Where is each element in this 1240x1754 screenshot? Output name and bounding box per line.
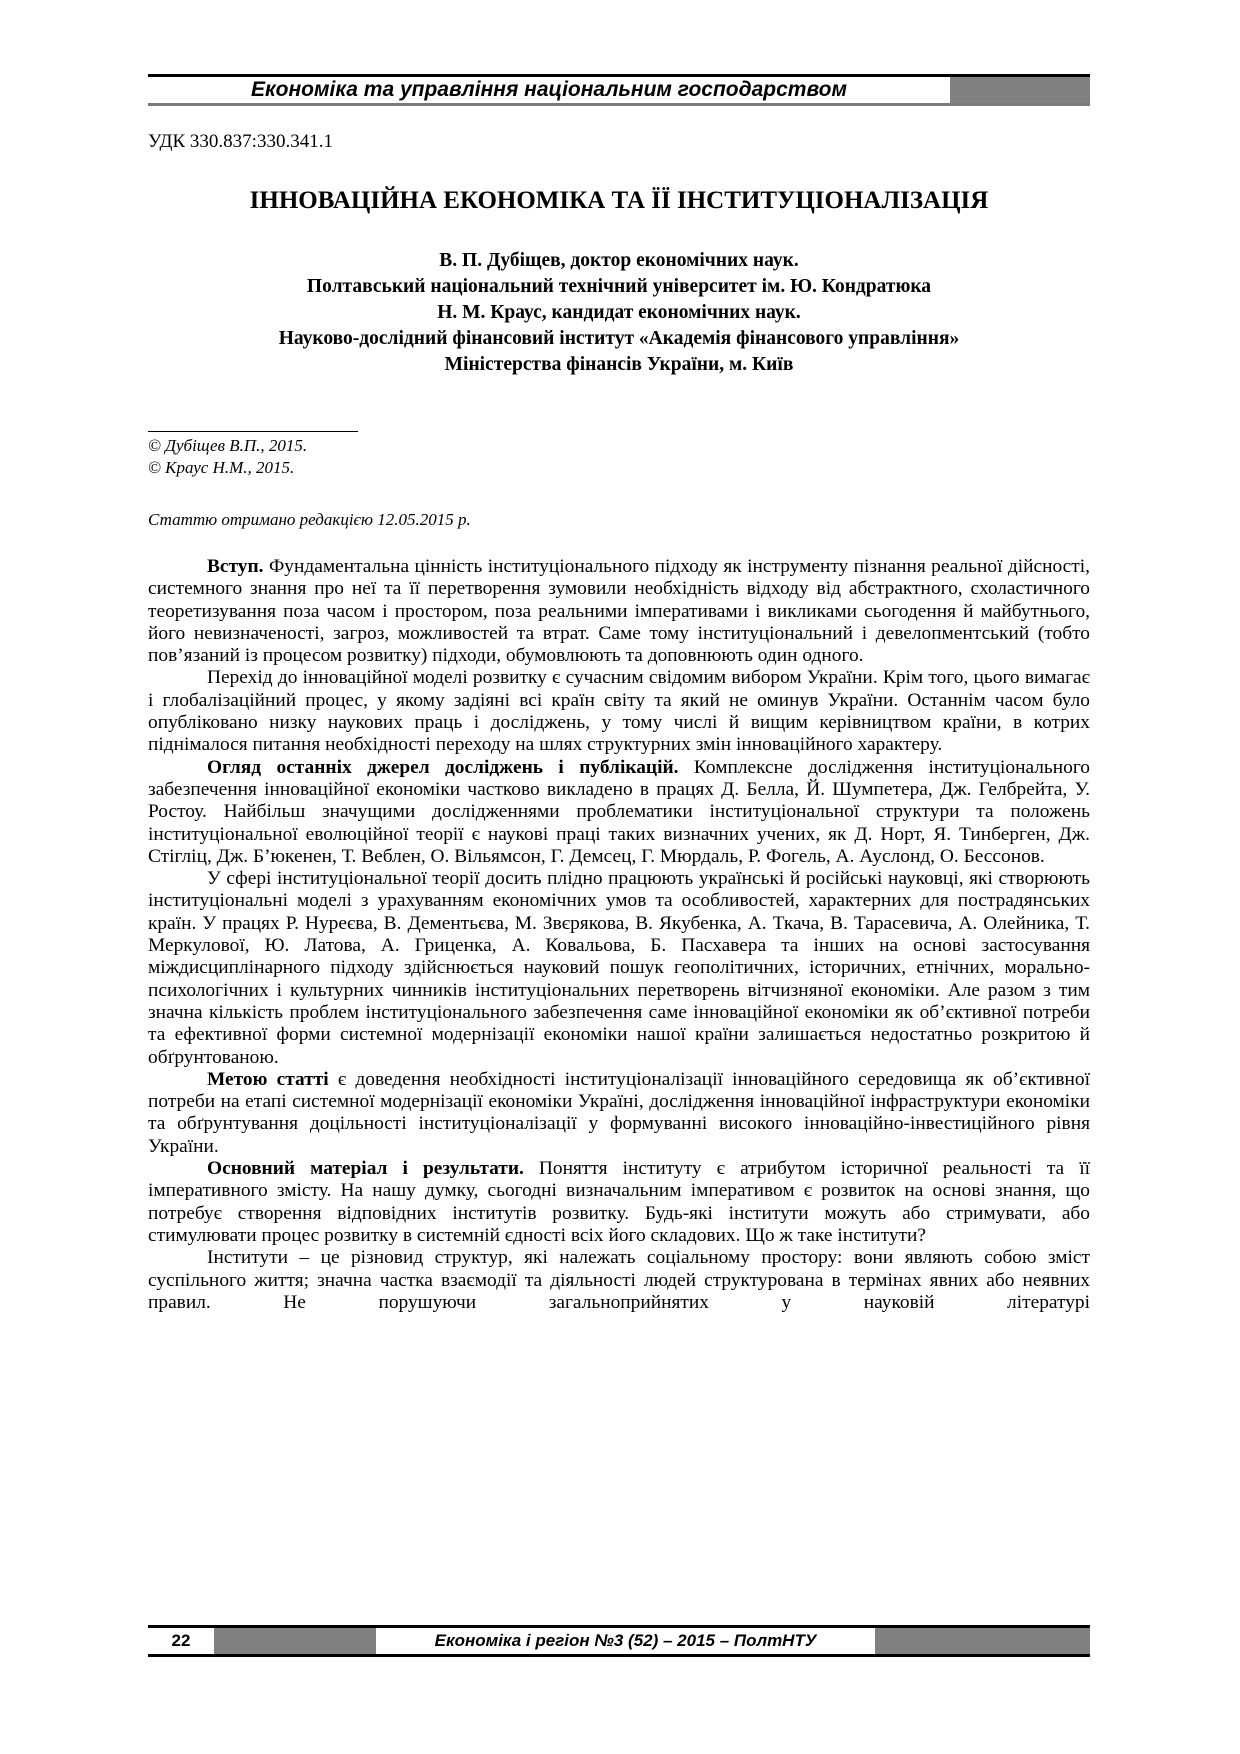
copyright-notes <box>148 435 307 479</box>
footnote-rule <box>148 431 358 432</box>
footer-gray-block <box>214 1628 376 1654</box>
author-line: Н. М. Краус, кандидат економічних наук. <box>437 302 801 323</box>
header-gray-block <box>950 77 1090 103</box>
paragraph-aim: Метою статті є доведення необхідності інституціоналізації інноваційного середовища як об’єктивної потреби на етапі системної модернізації економіки Україні, дослідження інноваційної інфраструктури економіки та обґрунтування доцільності інституціоналізації у формуванні високого інноваційно-інвестиційного рівня України. <box>148 1068 1090 1157</box>
affiliation-line: Полтавський національний технічний університет ім. Ю. Кондратюка <box>306 276 932 297</box>
section-lead: Метою статті <box>207 1068 329 1090</box>
affiliation-line: Міністерства фінансів України, м. Київ <box>444 354 794 375</box>
affiliation-line: Науково-дослідний фінансовий інститут «Академія фінансового управління» <box>278 328 960 349</box>
section-lead: Вступ. <box>207 556 264 577</box>
paragraph-results: Основний матеріал і результати. Поняття інституту є атрибутом історичної реальності та її імперативного змісту. На нашу думку, сьогодні визначальним імперативом є розвиток на основі знання, що потребує створення відповідних інститутів розвитку. Будь-які інститути можуть або стримувати, або стимулювати процес розвитку в системній єдності всіх його складових. Що ж таке інститути? <box>148 1158 1090 1246</box>
article-body <box>148 556 1090 1314</box>
running-header-title: Економіка та управління національним господарством <box>148 77 950 103</box>
copyright-line: © Дубіщев В.П., 2015. <box>148 436 308 455</box>
header-bottom-bar <box>148 103 1090 106</box>
footer-gray-block <box>875 1628 1090 1654</box>
paragraph-intro: Вступ. Фундаментальна цінність інституціонального підходу як інструменту пізнання реальної дійсності, системного знання про неї та її перетворення зумовили необхідність відходу від абстрактного, схоластичного теоретизування поза часом і простором, поза реальними імперативами і викликами сьогодення й майбутнього, його невизначеності, загроз, можливостей та втрат. Саме тому інституціональний і девелопментський (тобто пов’язаний із процесом розвитку) підходи, обумовлюють та доповнюють один одного. <box>148 556 1090 667</box>
running-footer <box>148 1625 1090 1657</box>
page-number: 22 <box>148 1628 214 1654</box>
author-line: В. П. Дубіщев, доктор економічних наук. <box>439 250 799 271</box>
udk-code: УДК 330.837:330.341.1 <box>148 131 333 152</box>
section-lead: Основний матеріал і результати. <box>207 1158 524 1180</box>
received-date: Статтю отримано редакцією 12.05.2015 р. <box>148 510 471 529</box>
paragraph: У сфері інституціональної теорії досить плідно працюють українські й російські науковці, які створюють інституціональні моделі з урахуванням економічних умов та особливостей, характерних для пострадянських країн. У працях Р. Нуреєва, В. Дементьєва, М. Звєрякова, В. Якубенка, А. Ткача, В. Тарасевича, А. Олейника, Т. Меркулової, Ю. Латова, А. Гриценка, А. Ковальова, Б. Пасхавера та інших на основі застосування міждисциплінарного підходу здійснюється науковий пошук геополітичних, історичних, етнічних, морально-психологічних і культурних чинників інституціональних перетворень вітчизняної економіки. Але разом з тим значна кількість проблем інституціонального забезпечення саме інноваційної економіки як об’єктивної потреби та ефективної форми системної модернізації економіки нашої країни залишається недостатньо розкритою й обґрунтованою. <box>148 868 1090 1068</box>
section-lead: Огляд останніх джерел досліджень і публікацій. <box>207 756 679 778</box>
journal-citation: Економіка і регіон №3 (52) – 2015 – ПолтНТУ <box>376 1628 875 1654</box>
author-block <box>148 248 1090 378</box>
copyright-line: © Краус Н.М., 2015. <box>148 458 295 477</box>
paragraph: Інститути – це різновид структур, які належать соціальному простору: вони являють собою зміст суспільного життя; значна частка взаємодії та діяльності людей структурована в термінах явних або неявних правил. Не порушуючи загальноприйнятих у науковій літературі <box>148 1247 1090 1313</box>
running-header <box>148 74 1090 106</box>
paragraph: Перехід до інноваційної моделі розвитку є сучасним свідомим вибором України. Крім того, цього вимагає і глобалізаційний процес, у якому задіяні всі країн світу та який не оминув України. Останнім часом було опубліковано низку наукових праць і досліджень, у тому числі й вищим керівництвом країни, в котрих піднімалося питання необхідності переходу на шлях структурних змін інноваційного характеру. <box>148 667 1090 756</box>
footer-bottom-rule <box>148 1654 1090 1657</box>
paragraph-review: Огляд останніх джерел досліджень і публікацій. Комплексне дослідження інституціонального забезпечення інноваційної економіки частково викладено в працях Д. Белла, Й. Шумпетера, Дж. Гелбрейта, У. Ростоу. Найбільш значущими дослідженнями проблематики інституціональної структури та положень інституціональної еволюційної теорії є наукові праці таких визначних учених, як Д. Норт, Я. Тинберген, Дж. Стігліц, Дж. Б’юкенен, Т. Веблен, О. Вільямсон, Г. Демсец, Г. Мюрдаль, Р. Фогель, А. Ауслонд, О. Бессонов. <box>148 756 1090 867</box>
article-title: ІННОВАЦІЙНА ЕКОНОМІКА ТА ЇЇ ІНСТИТУЦІОНАЛІЗАЦІЯ <box>249 187 989 214</box>
